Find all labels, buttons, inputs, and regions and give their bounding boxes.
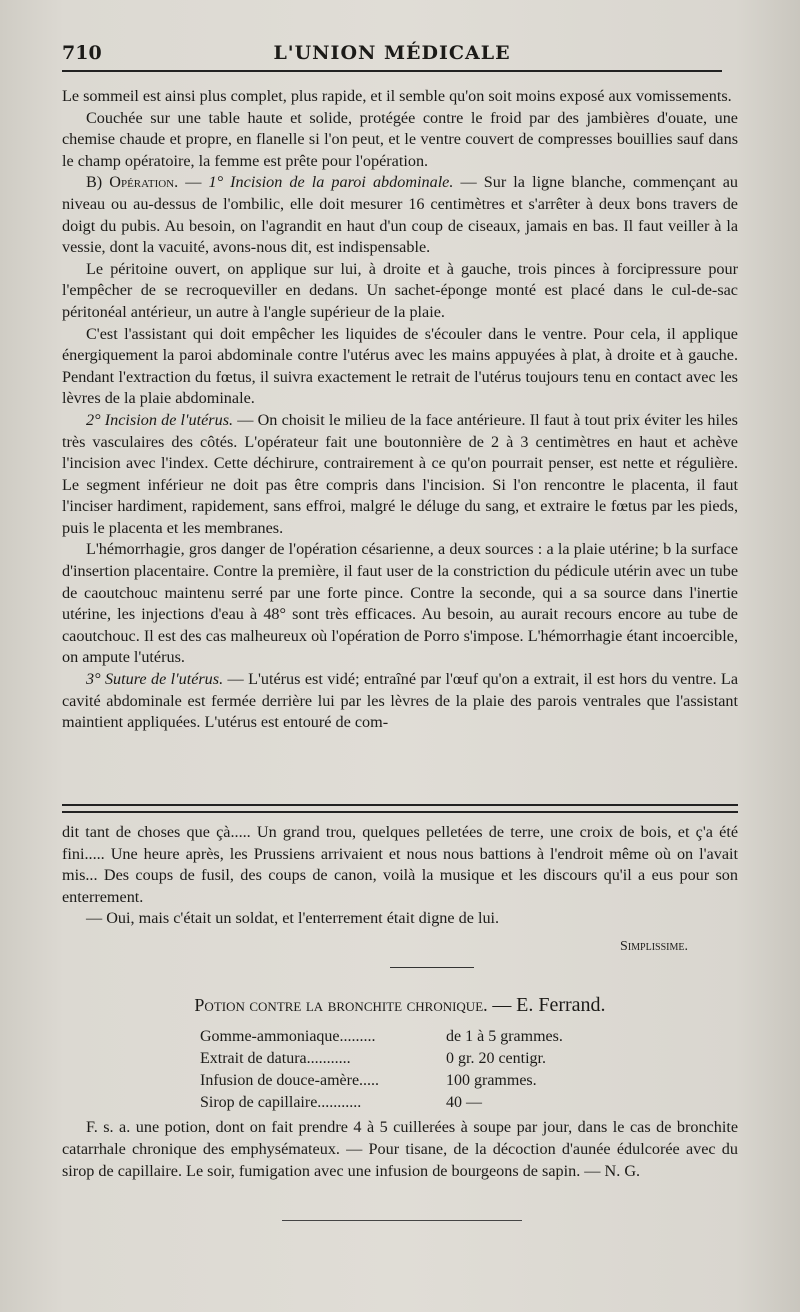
article-paragraph-1: Le sommeil est ainsi plus complet, plus rapide, et il semble qu'on soit moins exposé aux vomissements.: [62, 87, 732, 105]
feuilleton-signature: Simplissime.: [620, 938, 688, 954]
formula-author: E. Ferrand.: [516, 994, 606, 1016]
ingredient-name: Sirop de capillaire...........: [200, 1094, 362, 1111]
ingredient-dose: 40 —: [446, 1094, 482, 1111]
prescription-instructions: [62, 1116, 738, 1182]
subsection-incision-uterus: 2° Incision de l'utérus.: [86, 410, 234, 429]
article-paragraph-5: C'est l'assistant qui doit empêcher les liquides de s'écouler dans le ventre. Pour cela, il applique énergiquement la paroi abdominale contre l'utérus avec les mains appuyées à plat, à droite et à gauche. Pendant l'extraction du fœtus, il suivra exactement le retrait de l'utérus toujours tenu en contact avec les lèvres de la plaie abdominale.: [62, 324, 738, 408]
article-body: [62, 86, 738, 734]
section-divider: [390, 967, 474, 968]
ingredient-name: Gomme-ammoniaque.........: [200, 1028, 376, 1045]
feuilleton-separator: [62, 804, 738, 813]
ingredient-name: Extrait de datura...........: [200, 1050, 351, 1067]
article-paragraph-7: L'hémorrhagie, gros danger de l'opération césarienne, a deux sources : a la plaie utérine; b la surface d'insertion placentaire. Contre la première, il faut user de la constriction du pédicule utérin avec un tube de caoutchouc maintenu serré par une forte pince. Contre la seconde, qui a sa source dans l'inertie utérine, les injections d'eau à 48° sont très efficaces. Au besoin, au aurait recours encore au tube de caoutchouc. Il est des cas malheureux où l'opération de Porro s'impose. L'hémorrhagie étant incoercible, on ampute l'utérus.: [62, 540, 738, 667]
ingredient-row: [200, 1050, 620, 1072]
ingredient-row: [200, 1094, 620, 1116]
prescription-paragraph: F. s. a. une potion, dont on fait prendre 4 à 5 cuillerées à soupe par jour, dans le cas de bronchite catarrhale chronique des emphysémateux. — Pour tisane, de la décoction d'aunée édulcorée avec du sirop de capillaire. Le soir, fumigation avec une infusion de bourgeons de sapin. — N. G.: [62, 1118, 738, 1180]
page-header: [58, 36, 726, 70]
feuilleton-paragraph-1: dit tant de choses que çà..... Un grand trou, quelques pelletées de terre, une croix de bois, et ç'a été fini..... Une heure après, les Prussiens arrivaient et nous nous battions à l'endroit même où on l'avait mis... Des coups de fusil, des coups de canon, voilà la musique et les discours qu'il a eus pour son enterrement.: [62, 823, 738, 906]
article-paragraph-8-text: — L'utérus est vidé; entraîné par l'œuf qu'on a extrait, il est hors du ventre. La cavité abdominale est fermée derrière lui par les lèvres de la plaie des parois ventrales que l'assistant maintient appliquées. L'utérus est entouré de com-: [62, 670, 739, 732]
formula-heading: [62, 994, 738, 1017]
ingredient-dose: 100 grammes.: [446, 1072, 537, 1089]
ingredient-dose: de 1 à 5 grammes.: [446, 1028, 563, 1045]
feuilleton-paragraph-2: — Oui, mais c'était un soldat, et l'enterrement était digne de lui.: [86, 909, 500, 928]
formula-title-dash: —: [487, 995, 517, 1016]
article-paragraph-6-text: — On choisit le milieu de la face antérieure. Il faut à tout prix éviter les hiles très vasculaires des côtés. L'opérateur fait une boutonnière de 2 à 3 centimètres en haut et achève l'incision avec l'index. Cette déchirure, contrairement à ce qu'on pourrait penser, est nette et régulière. Le segment inférieur ne doit pas être compris dans l'incision. Si l'on rencontre le placenta, il faut l'inciser hardiment, rapidement, sans effroi, malgré le déluge du sang, et extraire le fœtus par les pieds, puis le placenta et les membranes.: [62, 410, 738, 537]
running-title: L'UNION MÉDICALE: [273, 42, 511, 64]
ingredient-row: [200, 1072, 620, 1094]
article-paragraph-4: Le péritoine ouvert, on applique sur lui, à droite et à gauche, trois pinces à forcipressure pour l'empêcher de se recroqueviller en dedans. Un sachet-éponge monté est placé dans le cul-de-sac péritonéal antérieur, un autre à l'angle supérieur de la plaie.: [62, 259, 738, 321]
ingredient-dose: 0 gr. 20 centigr.: [446, 1050, 546, 1067]
feuilleton-section: [62, 822, 738, 958]
formula-title: Potion contre la bronchite chronique.: [194, 995, 488, 1015]
article-paragraph-3: B) Opération. — 1° Incision de la paroi abdominale. — Sur la ligne blanche, commençant au niveau ou au-dessus de l'ombilic, elle doit mesurer 16 centimètres et s'arrêter à deux bons travers de doigt du pubis. Au besoin, on l'agrandit en haut d'un coup de ciseaux, jamais en bas. Il faut veiller à la vessie, dont la vacuité, avons-nous dit, est indispensable.: [62, 173, 739, 257]
ingredient-name: Infusion de douce-amère.....: [200, 1072, 380, 1089]
ingredient-list: [200, 1028, 620, 1116]
section-label-operation: B) Opération.: [86, 173, 179, 192]
article-paragraph-8: [62, 669, 738, 734]
subsection-incision-paroi: 1° Incision de la paroi abdominale.: [208, 173, 454, 192]
article-paragraph-2: Couchée sur une table haute et solide, protégée contre le froid par des jambières d'ouate, une chemise chaude et propre, en flanelle si l'on peut, et le ventre couvert de compresses bouillies sauf dans le champ opératoire, la femme est prête pour l'opération.: [62, 108, 738, 170]
ingredient-row: [200, 1028, 620, 1050]
page-number: 710: [62, 42, 102, 64]
subsection-suture-uterus: 3° Suture de l'utérus.: [86, 670, 224, 689]
header-rule: [62, 70, 722, 72]
bottom-rule: [282, 1220, 522, 1221]
article-paragraph-3-text: — Sur la ligne blanche, commençant au niveau ou au-dessus de l'ombilic, elle doit mesurer 16 centimètres et s'arrêter à deux bons travers de doigt du pubis. Au besoin, on l'agrandit en haut d'un coup de ciseaux, jamais en bas. Il faut veiller à la vessie, dont la vacuité, avons-nous dit, est indispensable.: [62, 173, 739, 257]
article-paragraph-6: [62, 410, 738, 540]
